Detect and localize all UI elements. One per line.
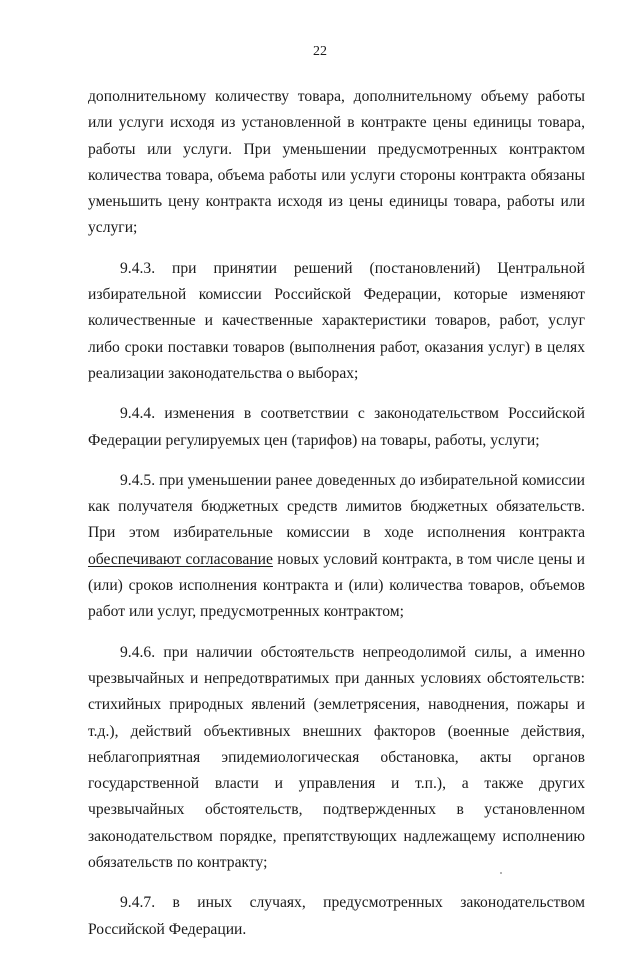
clause-9-4-3: 9.4.3. при принятии решений (постановлений) Центральной избирательной комиссии Российской Федерации, которые изменяют количественные и качественные характеристики товаров, работ, услуг либо сроки поставки товаров (выполнения работ, оказания услуг) в целях реализации законодательства о выборах; bbox=[88, 259, 585, 382]
scan-speck bbox=[500, 872, 502, 874]
clause-9-4-4: 9.4.4. изменения в соответствии с законодательством Российской Федерации регулируемых цен (тарифов) на товары, работы, услуги; bbox=[88, 405, 585, 449]
underlined-phrase: обеспечивают согласование bbox=[88, 550, 273, 568]
paragraph-continuation: дополнительному количеству товара, дополнительному объему работы или услуги исходя из установленной в контракте цены единицы товара, работы или услуги. При уменьшении предусмотренных контрактом количества товара, объема работы или услуги стороны контракта обязаны уменьшить цену контракта исходя из цены единицы товара, работы или услуги; bbox=[88, 88, 585, 237]
page-number: 22 bbox=[313, 44, 327, 59]
document-body bbox=[88, 84, 585, 957]
clause-9-4-6: 9.4.6. при наличии обстоятельств непреодолимой силы, а именно чрезвычайных и непредотвратимых при данных условиях обстоятельств: стихийных природных явлений (землетрясения, наводнения, пожары и т.д.), действий объективных внешних факторов (военные действия, неблагоприятная эпидемиологическая обстановка, акты органов государственной власти и управления и т.п.), а также других чрезвычайных обстоятельств, подтвержденных в установленном законодательством порядке, препятствующих надлежащему исполнению обязательств по контракту; bbox=[88, 643, 585, 872]
clause-9-4-5-text-end: новых условий контракта, в том числе цены и (или) сроков исполнения контракта и (или) количества товаров, объемов работ или услуг, предусмотренных контрактом; bbox=[88, 550, 586, 621]
clause-9-4-5 bbox=[88, 468, 585, 626]
clause-9-4-7: 9.4.7. в иных случаях, предусмотренных законодательством Российской Федерации. bbox=[88, 894, 585, 938]
clause-9-4-5-text-start: 9.4.5. при уменьшении ранее доведенных до избирательной комиссии как получателя бюджетных средств лимитов бюджетных обязательств. При этом избирательные комиссии в ходе исполнения контракта bbox=[88, 471, 585, 542]
